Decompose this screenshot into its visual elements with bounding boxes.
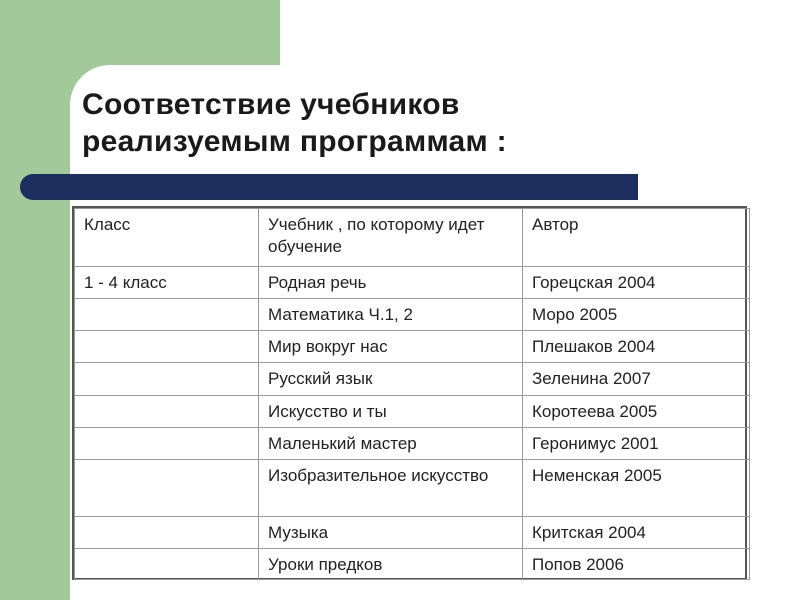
header-cell-author: Автор: [523, 209, 750, 267]
header-cell-class: Класс: [75, 209, 259, 267]
cell-textbook: Уроки предков: [259, 549, 523, 580]
cell-grade: [75, 549, 259, 580]
cell-grade: [75, 460, 259, 517]
cell-textbook: Искусство и ты: [259, 396, 523, 428]
cell-author: Геронимус 2001: [523, 428, 750, 460]
table-row: [75, 460, 750, 517]
table-row: [75, 428, 750, 460]
cell-author: Попов 2006: [523, 549, 750, 580]
cell-textbook: Музыка: [259, 517, 523, 549]
title-divider-bar: [20, 174, 638, 200]
cell-author: Коротеева 2005: [523, 396, 750, 428]
cell-author: Плешаков 2004: [523, 331, 750, 363]
cell-textbook: Маленький мастер: [259, 428, 523, 460]
header-cell-textbook: Учебник , по которому идет обучение: [259, 209, 523, 267]
textbook-table: [72, 206, 747, 580]
cell-grade: [75, 428, 259, 460]
cell-textbook: Мир вокруг нас: [259, 331, 523, 363]
cell-grade: [75, 331, 259, 363]
cell-author: Горецская 2004: [523, 267, 750, 299]
cell-grade: [75, 299, 259, 331]
cell-grade: [75, 396, 259, 428]
cell-textbook: Изобразительное искусство: [259, 460, 523, 517]
table-row: [75, 517, 750, 549]
cell-textbook: Русский язык: [259, 363, 523, 396]
cell-author: Зеленина 2007: [523, 363, 750, 396]
cell-grade: 1 - 4 класс: [75, 267, 259, 299]
title-line-2: реализуемым программам :: [82, 125, 507, 158]
table-row: [75, 396, 750, 428]
cell-grade: [75, 363, 259, 396]
table-row: [75, 363, 750, 396]
cell-grade: [75, 517, 259, 549]
cell-author: Критская 2004: [523, 517, 750, 549]
cell-author: Моро 2005: [523, 299, 750, 331]
cell-textbook: Математика Ч.1, 2: [259, 299, 523, 331]
table-row: [75, 331, 750, 363]
cell-author: Неменская 2005: [523, 460, 750, 517]
table-row: [75, 549, 750, 580]
title-line-1: Соответствие учебников: [82, 88, 460, 121]
table-row: [75, 299, 750, 331]
table-header-row: [75, 209, 750, 267]
cell-textbook: Родная речь: [259, 267, 523, 299]
table-row: [75, 267, 750, 299]
slide-title: [82, 86, 507, 160]
